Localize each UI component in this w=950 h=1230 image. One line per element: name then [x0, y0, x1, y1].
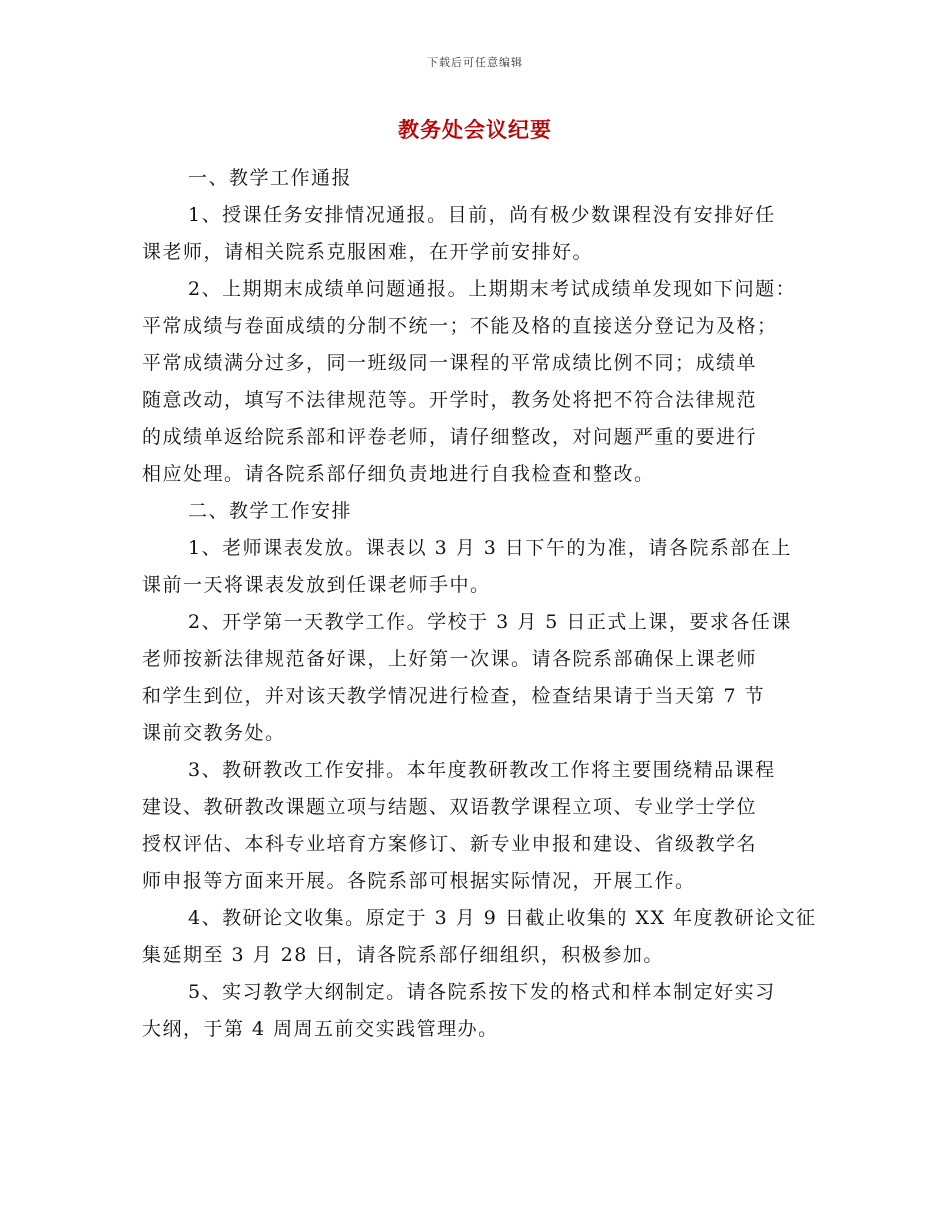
paragraph-line: 2、上期期末成绩单问题通报。上期期末考试成绩单发现如下问题： [188, 278, 797, 300]
paragraph-line: 的成绩单返给院系部和评卷老师，请仔细整改，对问题严重的要进行 [142, 426, 758, 448]
paragraph-line: 课老师，请相关院系克服困难，在开学前安排好。 [142, 241, 594, 263]
paragraph-line: 平常成绩满分过多，同一班级同一课程的平常成绩比例不同；成绩单 [142, 352, 758, 374]
paragraph-line: 大纲，于第 4 周周五前交实践管理办。 [142, 1018, 499, 1040]
paragraph-line: 随意改动，填写不法律规范等。开学时，教务处将把不符合法律规范 [142, 389, 758, 411]
section-teaching-arrangement [142, 493, 818, 1048]
paragraph-line: 集延期至 3 月 28 日，请各院系部仔细组织，积极参加。 [142, 944, 664, 966]
header-note: 下载后可任意编辑 [427, 56, 523, 69]
paragraph-line: 1、老师课表发放。课表以 3 月 3 日下午的为准，请各院系部在上 [188, 537, 792, 559]
section-heading: 二、教学工作安排 [188, 500, 353, 522]
paragraph-line: 和学生到位，并对该天教学情况进行检查，检查结果请于当天第 7 节 [142, 685, 766, 707]
paragraph-line: 老师按新法律规范备好课，上好第一次课。请各院系部确保上课老师 [142, 648, 758, 670]
paragraph [142, 974, 818, 1048]
paragraph-line: 建设、教研教改课题立项与结题、双语教学课程立项、专业学士学位 [142, 796, 758, 818]
paragraph-line: 5、实习教学大纲制定。请各院系按下发的格式和样本制定好实习 [188, 981, 776, 1003]
paragraph [142, 271, 818, 493]
paragraph-line: 师申报等方面来开展。各院系部可根据实际情况，开展工作。 [142, 870, 696, 892]
paragraph-line: 平常成绩与卷面成绩的分制不统一；不能及格的直接送分登记为及格； [142, 315, 778, 337]
section-heading: 一、教学工作通报 [188, 167, 353, 189]
paragraph [142, 752, 818, 900]
paragraph-line: 3、教研教改工作安排。本年度教研教改工作将主要围绕精品课程 [188, 759, 776, 781]
paragraph [142, 900, 818, 974]
paragraph-line: 课前一天将课表发放到任课老师手中。 [142, 574, 491, 596]
paragraph-line: 相应处理。请各院系部仔细负责地进行自我检查和整改。 [142, 463, 655, 485]
paragraph-line: 课前交教务处。 [142, 722, 286, 744]
section-teaching-report [142, 160, 818, 493]
paragraph [142, 604, 818, 752]
paragraph-line: 1、授课任务安排情况通报。目前，尚有极少数课程没有安排好任 [188, 204, 776, 226]
document-title: 教务处会议纪要 [398, 118, 552, 142]
paragraph [142, 197, 818, 271]
paragraph-line: 4、教研论文收集。原定于 3 月 9 日截止收集的 XX 年度教研论文征 [188, 907, 817, 929]
document-body [142, 160, 818, 1048]
paragraph [142, 530, 818, 604]
paragraph-line: 2、开学第一天教学工作。学校于 3 月 5 日正式上课，要求各任课 [188, 611, 792, 633]
paragraph-line: 授权评估、本科专业培育方案修订、新专业申报和建设、省级教学名 [142, 833, 758, 855]
